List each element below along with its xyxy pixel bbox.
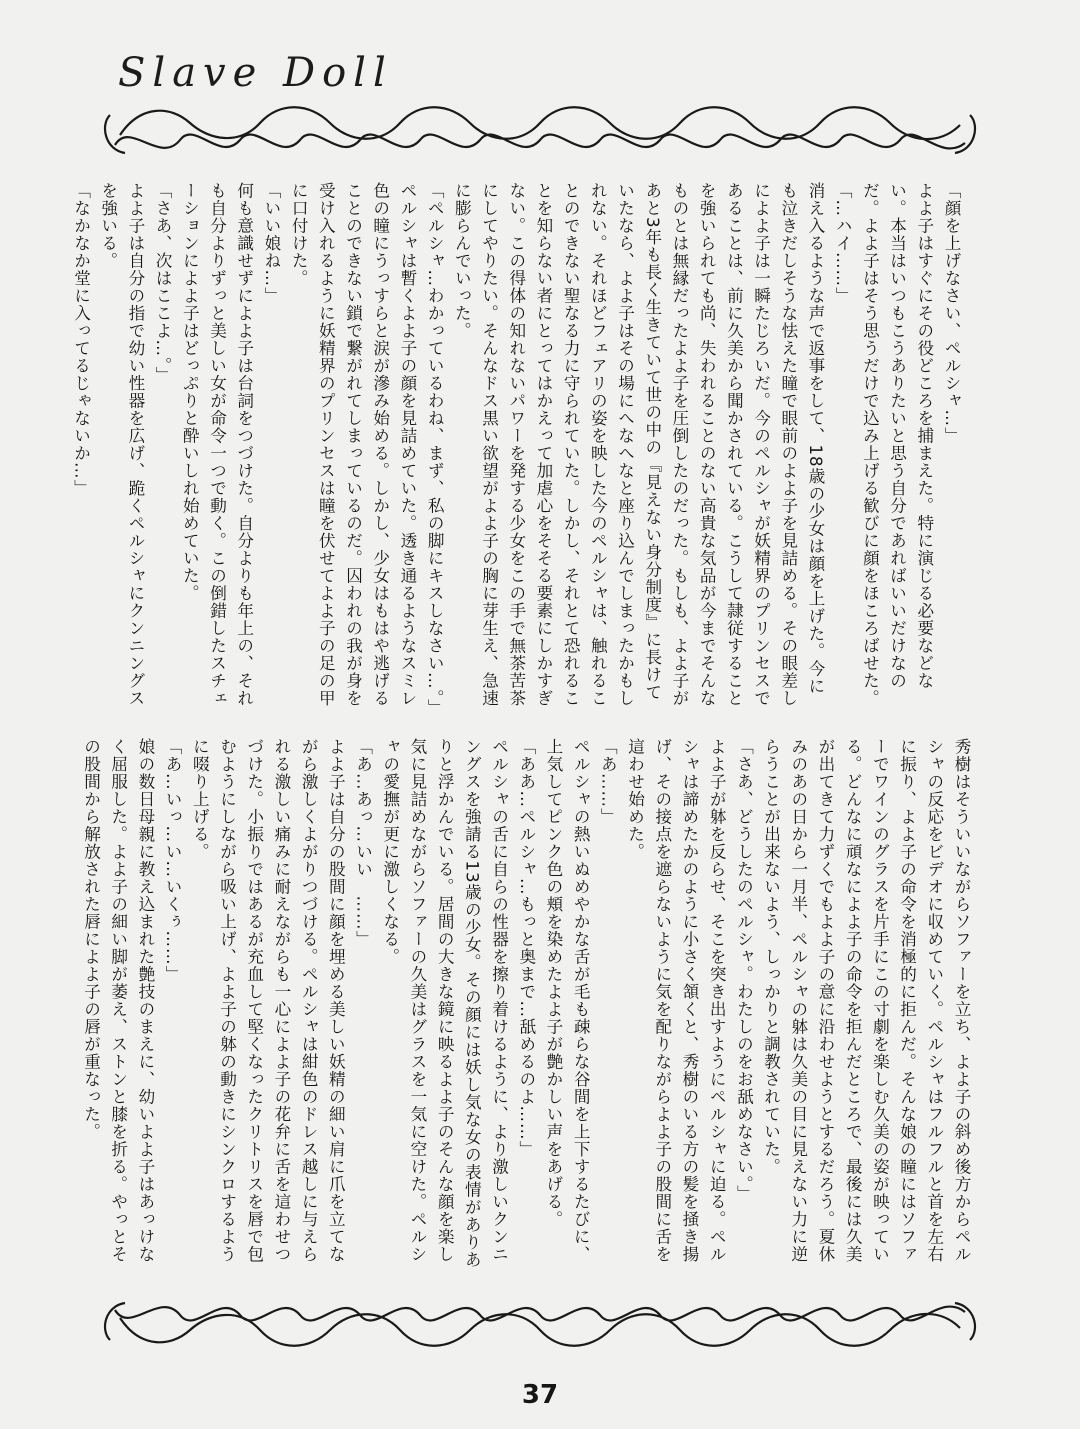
- paragraph: 「いい娘ね…」: [261, 182, 281, 305]
- paragraph: 秀樹はそういいながらソファーを立ち、よよ子の斜め後方からペルシャの反応をビデオに収めていく。ペルシャはフルフルと首を左右に振り、よよ子の命令を消極的に拒んだ。そんな娘の瞳にはソファーでワインのグラスを片手にこの寸劇を楽しむ久美の姿が映っている。どんなに頑なによよ子の命令を拒んだところで、最後には久美が出てきて力ずくでもよよ子の意に沿わせようとするだろう。夏休みのあの日から一月半、ペルシャの躰は久美の目に見えない力に逆らうことが出来ないよう、しっかりと調教されていた。: [761, 738, 971, 1263]
- ornamental-border-top: [100, 95, 980, 167]
- paragraph: 「あ…いっ…い…いくぅ……」: [163, 738, 183, 983]
- text-block-upper: [71, 182, 965, 717]
- page-number: 37: [521, 1380, 559, 1410]
- paragraph: 「顔を上げなさい、ペルシャ…」: [942, 182, 961, 445]
- paragraph: 娘の数日母親に教え込まれた艶技のまえに、幼いよよ子はあっけなく屈服した。よよ子の細い脚が萎え、ストンと膝を折る。やっとその股間から解放された唇によよ子の唇が重なった。: [81, 738, 155, 1263]
- paragraph: ペルシャの舌に自らの性器を擦り着けるように、より激しいクンニングスを強請る13歳の少女。その顔には妖し気な女の表情がありありと浮かんでいる。居間の大きな鏡に映るよよ子のそんな顔を楽し気に見詰めながらソファーの久美はグラスを一気に空けた。ペルシャの愛撫が更に激しくなる。: [380, 738, 509, 1269]
- ornamental-border-bottom: [100, 1298, 980, 1360]
- page-title: Slave Doll: [118, 50, 393, 96]
- paragraph: 「…ハイ……」: [833, 182, 853, 305]
- paragraph: 「なかなか堂に入ってるじゃないか…」: [71, 182, 91, 497]
- paragraph: 「あ…あっ…いい ……」: [353, 738, 373, 948]
- paragraph: 消え入るような声で返事をして、18歳の少女は顔を上げた。今にも泣きだしそうな怯えた瞳で眼前のよよ子を見詰める。その眼差しによよ子は一瞬たじろいだ。今のペルシャが妖精界のプリンセスであることは、前に久美から聞かされている。こうして隷従することを強いられても尚、失われることのない高貴な気品が今までそんなものとは無縁だったよよ子を圧倒したのだった。もしも、よよ子があと3年も長く生きていて世の中の『見えない身分制度』に長けていたなら、よよ子はその場にへなへなと座り込んでしまったかもしれない。それほどフェアリの姿を映した今のペルシャは、触れることのできない聖なる力に守られていた。しかし、それとて恐れることを知らない者にとってはかえって加虐心をそそる要素にしかすぎない。この得体の知れないパワーを発する少女をこの手で無茶苦茶にしてやりたい。そんなドス黒い欲望がよよ子の胸に芽生え、急速に膨らんでいった。: [452, 182, 825, 707]
- paragraph: よよ子はすぐにその役どころを捕まえた。特に演じる必要などない。本当はいつもこうありたいと思う自分であればいいだけなのだ。よよ子はそう思うだけで込み上げる歓びに顔をほころばせた。: [860, 182, 934, 707]
- text-block-lower: [81, 738, 975, 1278]
- paragraph: よよ子は自分の指で幼い性器を広げ、跪くペルシャにクンニングスを強いる。: [98, 182, 145, 707]
- paragraph: 「さあ、次はここよ…。」: [153, 182, 173, 384]
- paragraph: 「あ……」: [598, 738, 618, 826]
- paragraph: 「さあ、どうしたのペルシャ。わたしのをお舐めなさい。」: [734, 738, 754, 1203]
- paragraph: よよ子が躰を反らせ、そこを突き出すようにペルシャに迫る。ペルシャは諦めたかのように小さく頷くと、秀樹のいる方の髪を掻き揚げ、その接点を遮らないように気を配りながらよよ子の股間に舌を這わせ始めた。: [625, 738, 727, 1263]
- paragraph: ペルシャは暫くよよ子の顔を見詰めていた。透き通るようなスミレ色の瞳にうっすらと涙が滲み始める。しかし、少女はもはや逃げることのできない鎖で繋がれてしまっているのだ。囚われの我が身を受け入れるように妖精界のプリンセスは瞳を伏せてよよ子の足の甲に口付けた。: [289, 182, 417, 707]
- paragraph: 「ああ…ペルシャ…もっと奥まで…舐めるのよ……」: [516, 738, 536, 1158]
- paragraph: ペルシャの熱いぬめやかな舌が毛も疎らな谷間を上下するたびに、上気してピンク色の頬を染めたよよ子が艶かしい声をあげる。: [543, 738, 591, 1263]
- paragraph: 何も意識せずによよ子は台詞をつづけた。自分よりも年上の、それも自分よりずっと美しい女が命令一つで動く。この倒錯したスチェーションによよ子はどっぷりと酔いしれ始めていた。: [180, 182, 254, 707]
- paragraph: 「ペルシャ…わかっているわね、まず、私の脚にキスしなさい…。」: [425, 182, 445, 717]
- paragraph: よよ子は自分の股間に顔を埋める美しい妖精の細い肩に爪を立てながら激しくよがりつづける。ペルシャは紺色のドレス越しに与えられる激しい痛みに耐えながらも一心によよ子の花弁に舌を這わせつづけた。小振りではあるが充血して堅くなったクリトリスを唇で包むようにしながら吸い上げ、よよ子の躰の動きにシンクロするように啜り上げる。: [190, 738, 346, 1263]
